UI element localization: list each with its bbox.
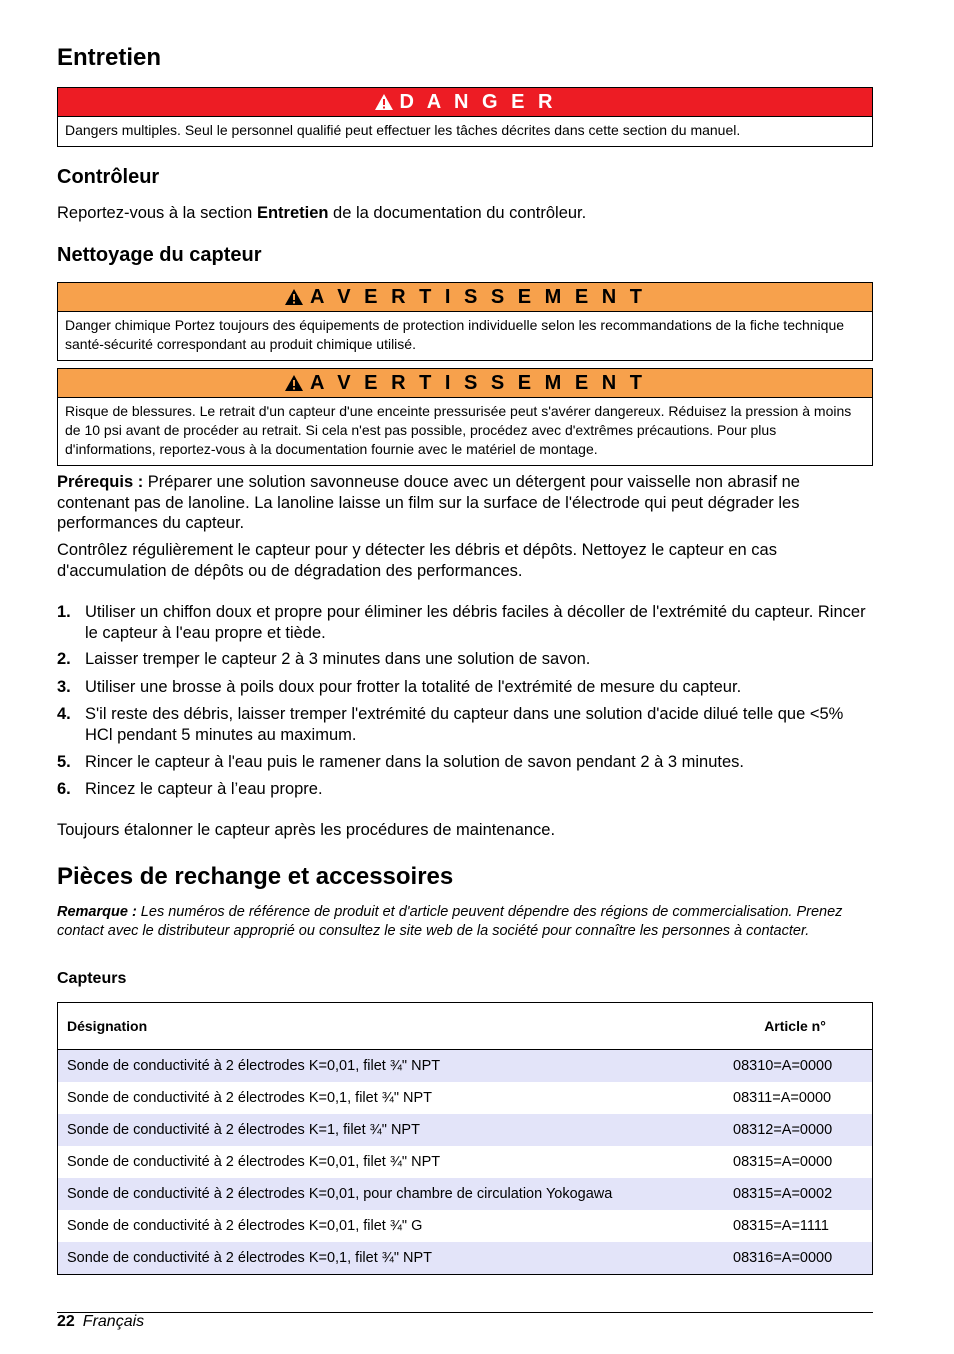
warning-label-1: A V E R T I S S E M E N T: [310, 285, 646, 308]
article-cell: 08312=A=0000: [733, 1122, 833, 1138]
warning-text-2: Risque de blessures. Le retrait d'un capteur d'une enceinte pressurisée peut s'avérer dangereux. Réduisez la pression à moins de 10 psi avant de procéder au retrait. Si cela n'est pas possible, procédez avec d'extrêmes précautions. Pour plus d'informations, reportez-vous à la documentation fournie avec le matériel de montage.: [65, 403, 852, 457]
danger-text: Dangers multiples. Seul le personnel qualifié peut effectuer les tâches décrites dans cette section du manuel.: [65, 122, 741, 138]
column-header-article: Article n°: [764, 1018, 826, 1034]
warning-box-1: [57, 282, 873, 361]
designation-cell: Sonde de conductivité à 2 électrodes K=0,01, filet ¾" NPT: [67, 1058, 441, 1074]
step-text: Utiliser un chiffon doux et propre pour éliminer les débris faciles à décoller de l'extrémité du capteur. Rincer le capteur à l'eau propre et tiède.: [85, 603, 866, 642]
note-text: Les numéros de référence de produit et d'article peuvent dépendre des régions de commercialisation. Prenez contact avec le distributeur approprié ou consultez le site web de la société pour connaître les personnes à contacter.: [57, 904, 843, 939]
warning-text-1: Danger chimique Portez toujours des équipements de protection individuelle selon les recommandations de la fiche technique santé-sécurité correspondant au produit chimique utilisé.: [65, 317, 845, 352]
designation-cell: Sonde de conductivité à 2 électrodes K=0,1, filet ¾" NPT: [67, 1250, 433, 1266]
step-number: 4.: [57, 705, 71, 723]
warning-triangle-icon: [284, 288, 304, 306]
controleur-text-before: Reportez-vous à la section: [57, 204, 257, 222]
table-row: [58, 1242, 873, 1275]
step-text: Rincer le capteur à l'eau puis le ramener dans la solution de savon pendant 2 à 3 minutes.: [85, 753, 744, 771]
controleur-paragraph: [57, 203, 873, 224]
step-text: Utiliser une brosse à poils doux pour frotter la totalité de l'extrémité de mesure du capteur.: [85, 678, 742, 696]
table-header-row: [58, 1003, 873, 1050]
warning-label-2: A V E R T I S S E M E N T: [310, 371, 646, 394]
parts-table: [57, 1002, 873, 1275]
step-number: 5.: [57, 753, 71, 771]
note-label: Remarque :: [57, 904, 137, 920]
designation-cell: Sonde de conductivité à 2 électrodes K=0,1, filet ¾" NPT: [67, 1090, 433, 1106]
intro-paragraph: Contrôlez régulièrement le capteur pour y détecter les débris et dépôts. Nettoyez le capteur en cas d'accumulation de dépôts ou de dégradation des performances.: [57, 541, 777, 580]
footer-language: Français: [82, 1313, 145, 1330]
warning-header-2: [58, 369, 872, 398]
list-item: [57, 602, 873, 643]
danger-label: D A N G E R: [399, 90, 557, 113]
page-footer: [57, 1313, 144, 1331]
article-cell: 08315=A=1111: [733, 1218, 829, 1234]
article-cell: 08316=A=0000: [733, 1250, 833, 1266]
column-header-designation: Désignation: [67, 1018, 148, 1034]
table-row: [58, 1114, 873, 1146]
section-title-pieces: Pièces de rechange et accessoires: [57, 863, 454, 890]
table-row: [58, 1178, 873, 1210]
list-item: [57, 779, 873, 800]
designation-cell: Sonde de conductivité à 2 électrodes K=1, filet ¾" NPT: [67, 1122, 420, 1138]
step-text: Laisser tremper le capteur 2 à 3 minutes dans une solution de savon.: [85, 650, 591, 668]
list-item: [57, 704, 873, 745]
step-number: 2.: [57, 650, 71, 668]
article-cell: 08315=A=0002: [733, 1186, 833, 1202]
article-cell: 08315=A=0000: [733, 1154, 833, 1170]
prereq-text: Préparer une solution savonneuse douce avec un détergent pour vaisselle non abrasif ne contenant pas de lanoline. La lanoline laisse un film sur la surface de l'électrode qui peut dégrader les performances du capteur.: [57, 473, 800, 532]
controleur-text-bold: Entretien: [256, 204, 329, 222]
footer-divider: [57, 1312, 873, 1313]
capteurs-title: Capteurs: [57, 970, 127, 987]
table-row: [58, 1050, 873, 1083]
table-row: [58, 1082, 873, 1114]
table-row: [58, 1210, 873, 1242]
step-number: 6.: [57, 780, 71, 798]
designation-cell: Sonde de conductivité à 2 électrodes K=0,01, pour chambre de circulation Yokogawa: [67, 1186, 613, 1202]
article-cell: 08311=A=0000: [733, 1090, 832, 1106]
danger-header: [58, 88, 872, 117]
closing-paragraph: Toujours étalonner le capteur après les procédures de maintenance.: [57, 821, 556, 839]
list-item: [57, 677, 873, 698]
list-item: [57, 649, 873, 670]
designation-cell: Sonde de conductivité à 2 électrodes K=0,01, filet ¾" NPT: [67, 1154, 441, 1170]
table-row: [58, 1146, 873, 1178]
subsection-title-nettoyage: Nettoyage du capteur: [57, 244, 262, 266]
page-number: 22: [57, 1313, 75, 1330]
danger-box: [57, 87, 873, 147]
step-number: 3.: [57, 678, 71, 696]
warning-box-2: [57, 368, 873, 466]
designation-cell: Sonde de conductivité à 2 électrodes K=0,01, filet ¾" G: [67, 1218, 423, 1234]
warning-triangle-icon: [374, 93, 394, 111]
warning-header-1: [58, 283, 872, 312]
article-cell: 08310=A=0000: [733, 1058, 833, 1074]
controleur-text-after: de la documentation du contrôleur.: [328, 204, 587, 222]
subsection-title-controleur: Contrôleur: [57, 166, 160, 188]
list-item: [57, 752, 873, 773]
step-text: Rincez le capteur à l’eau propre.: [85, 780, 323, 798]
section-title-entretien: Entretien: [57, 44, 162, 71]
step-text: S'il reste des débris, laisser tremper l'extrémité du capteur dans une solution d'acide dilué telle que <5% HCl pendant 5 minutes au maximum.: [85, 705, 844, 744]
prereq-label: Prérequis :: [57, 473, 144, 491]
prereq-paragraph: [57, 472, 873, 534]
step-number: 1.: [57, 603, 71, 621]
note-paragraph: [57, 903, 873, 941]
warning-triangle-icon: [284, 374, 304, 392]
